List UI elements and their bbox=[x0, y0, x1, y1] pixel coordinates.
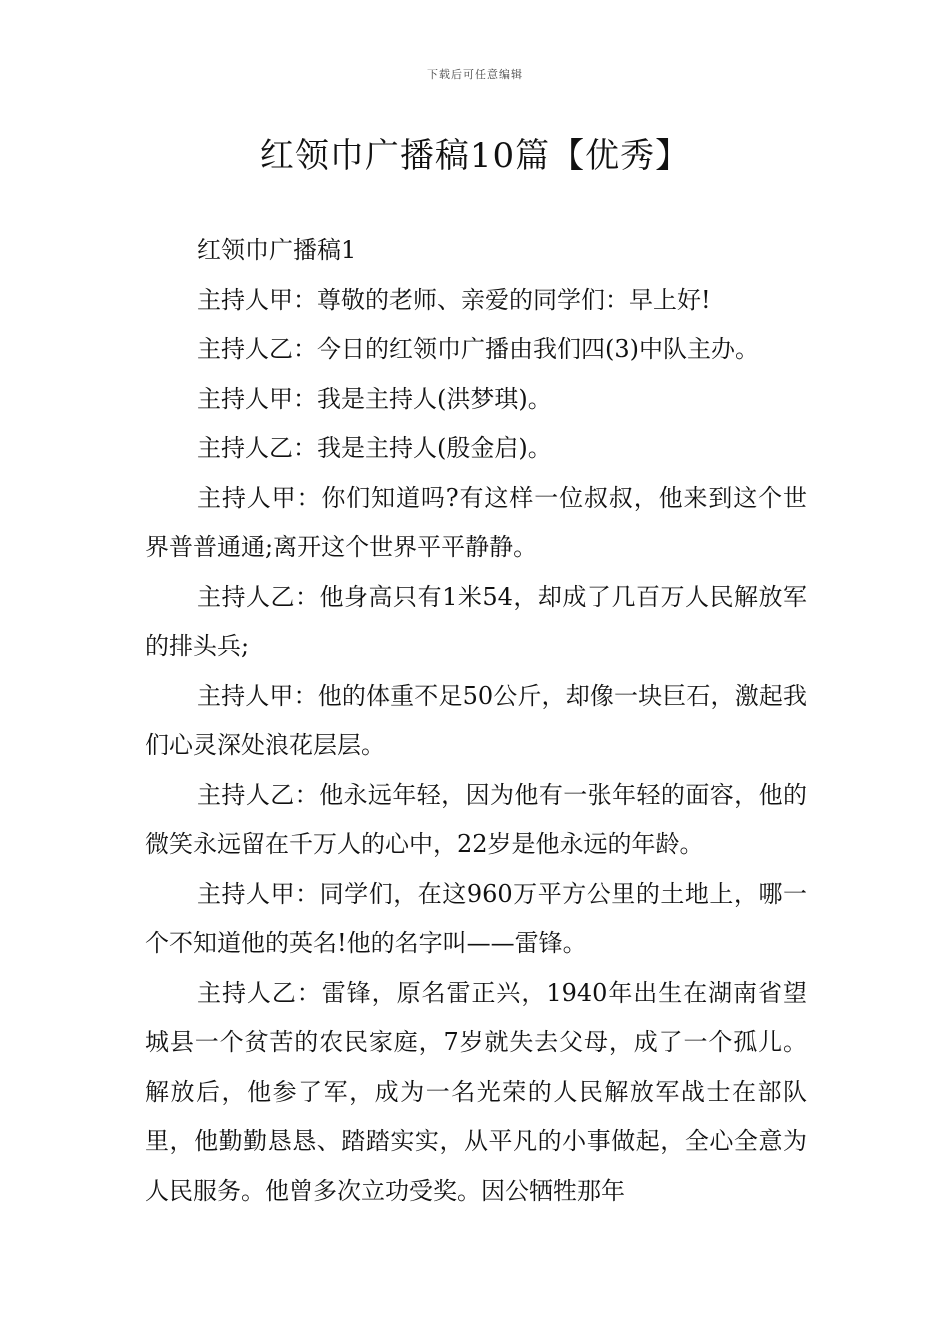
paragraph: 主持人甲：他的体重不足50公斤，却像一块巨石，激起我们心灵深处浪花层层。 bbox=[145, 681, 807, 759]
paragraph: 主持人乙：我是主持人(殷金启)。 bbox=[197, 434, 552, 462]
paragraph: 主持人乙：他身高只有1米54，却成了几百万人民解放军的排头兵; bbox=[145, 582, 807, 660]
header-note: 下载后可任意编辑 bbox=[427, 68, 523, 81]
paragraph: 主持人甲：你们知道吗?有这样一位叔叔，他来到这个世界普普通通;离开这个世界平平静静。 bbox=[145, 483, 807, 561]
document-title: 红领巾广播稿10篇【优秀】 bbox=[259, 136, 691, 176]
paragraph: 主持人乙：今日的红领巾广播由我们四(3)中队主办。 bbox=[197, 335, 759, 363]
paragraph: 主持人甲：同学们，在这960万平方公里的土地上，哪一个不知道他的英名!他的名字叫——雷锋。 bbox=[145, 879, 807, 957]
paragraph: 主持人甲：我是主持人(洪梦琪)。 bbox=[197, 384, 552, 413]
document-body bbox=[145, 226, 807, 1216]
paragraph: 红领巾广播稿1 bbox=[197, 236, 357, 264]
paragraph: 主持人甲：尊敬的老师、亲爱的同学们：早上好! bbox=[197, 285, 711, 314]
paragraph: 主持人乙：他永远年轻，因为他有一张年轻的面容，他的微笑永远留在千万人的心中，22岁是他永远的年龄。 bbox=[145, 780, 807, 858]
paragraph: 主持人乙：雷锋，原名雷正兴，1940年出生在湖南省望城县一个贫苦的农民家庭，7岁就失去父母，成了一个孤儿。解放后，他参了军，成为一名光荣的人民解放军战士在部队里，他勤勤恳恳、踏踏实实，从平凡的小事做起，全心全意为人民服务。他曾多次立功受奖。因公牺牲那年 bbox=[145, 978, 807, 1205]
